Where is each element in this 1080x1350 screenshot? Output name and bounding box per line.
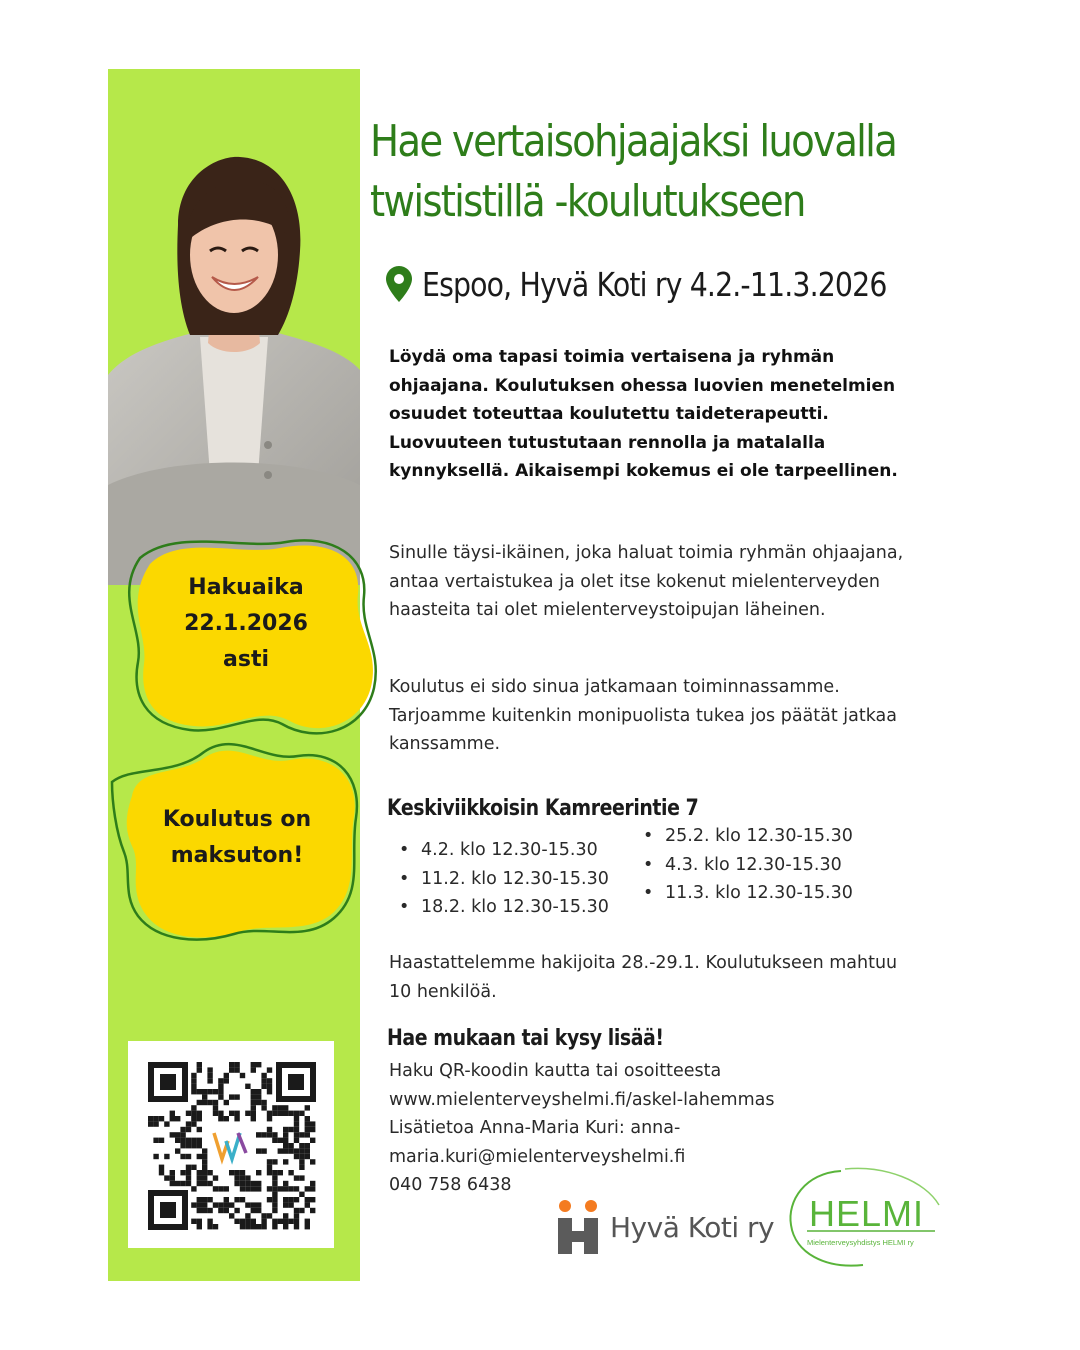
deadline-line-1: Hakuaika [188, 575, 304, 600]
interview-paragraph: Haastattelemme hakijoita 28.-29.1. Koulutukseen mahtuu 10 henkilöä. [389, 953, 898, 1002]
helmi-logo [785, 1165, 950, 1273]
schedule-item: • 11.2. klo 12.30-15.30 [397, 865, 609, 894]
apply-line: Lisätietoa Anna-Maria Kuri: anna- [389, 1118, 681, 1138]
apply-email[interactable]: maria.kuri@mielenterveyshelmi.fi [389, 1146, 686, 1167]
helmi-name: HELMI [809, 1193, 925, 1234]
location-text: Espoo, Hyvä Koti ry 4.2.-11.3.2026 [422, 264, 887, 304]
schedule-list-2 [641, 822, 853, 908]
free-line-1: Koulutus on [162, 807, 312, 832]
hyva-koti-mark-icon [556, 1198, 600, 1256]
free-badge [108, 736, 366, 946]
schedule-item: • 4.2. klo 12.30-15.30 [397, 836, 609, 865]
schedule-item: • 25.2. klo 12.30-15.30 [641, 822, 853, 851]
free-line-2: maksuton! [170, 843, 304, 868]
deadline-line-3: asti [223, 647, 269, 672]
deadline-line-2: 22.1.2026 [184, 611, 308, 636]
helmi-tagline: Mielenterveysyhdistys HELMI ry [807, 1238, 914, 1247]
schedule-item: • 4.3. klo 12.30-15.30 [641, 851, 853, 880]
intro-paragraph: Löydä oma tapasi toimia vertaisena ja ryhmän ohjaajana. Koulutuksen ohessa luovien menetelmien osuudet toteuttaa koulutettu taideterapeutti. Luovuuteen tutustutaan rennolla ja matalalla kynnyksellä. Aikaisempi kokemus ei ole tarpeellinen. [389, 347, 898, 481]
apply-phone[interactable]: 040 758 6438 [389, 1175, 512, 1195]
location-pin-icon [386, 266, 412, 302]
hyva-koti-logo [556, 1198, 774, 1256]
hyva-koti-name: Hyvä Koti ry [610, 1210, 775, 1244]
schedule-heading: Keskiviikkoisin Kamreerintie 7 [387, 796, 699, 821]
target-paragraph: Sinulle täysi-ikäinen, joka haluat toimia ryhmän ohjaajana, antaa vertaistukea ja olet itse kokenut mielenterveyden haasteita tai olet mielenterveystoipujan läheinen. [389, 543, 904, 620]
qr-code[interactable] [128, 1041, 334, 1248]
page-title: Hae vertaisohjaajaksi luovalla twististillä -koulutukseen [370, 116, 897, 227]
apply-line: Haku QR-koodin kautta tai osoitteesta [389, 1061, 722, 1081]
schedule-item: • 11.3. klo 12.30-15.30 [641, 879, 853, 908]
schedule-list-1 [397, 836, 609, 922]
apply-url[interactable]: www.mielenterveyshelmi.fi/askel-lahemmas [389, 1089, 775, 1110]
portrait-photo [108, 155, 360, 585]
deadline-badge [110, 534, 382, 744]
location-line [386, 262, 962, 306]
schedule-item: • 18.2. klo 12.30-15.30 [397, 893, 609, 922]
commitment-paragraph: Koulutus ei sido sinua jatkamaan toiminnassamme. Tarjoamme kuitenkin monipuolista tukea jos päätät jatkaa kanssamme. [389, 677, 898, 754]
apply-heading: Hae mukaan tai kysy lisää! [387, 1026, 664, 1051]
